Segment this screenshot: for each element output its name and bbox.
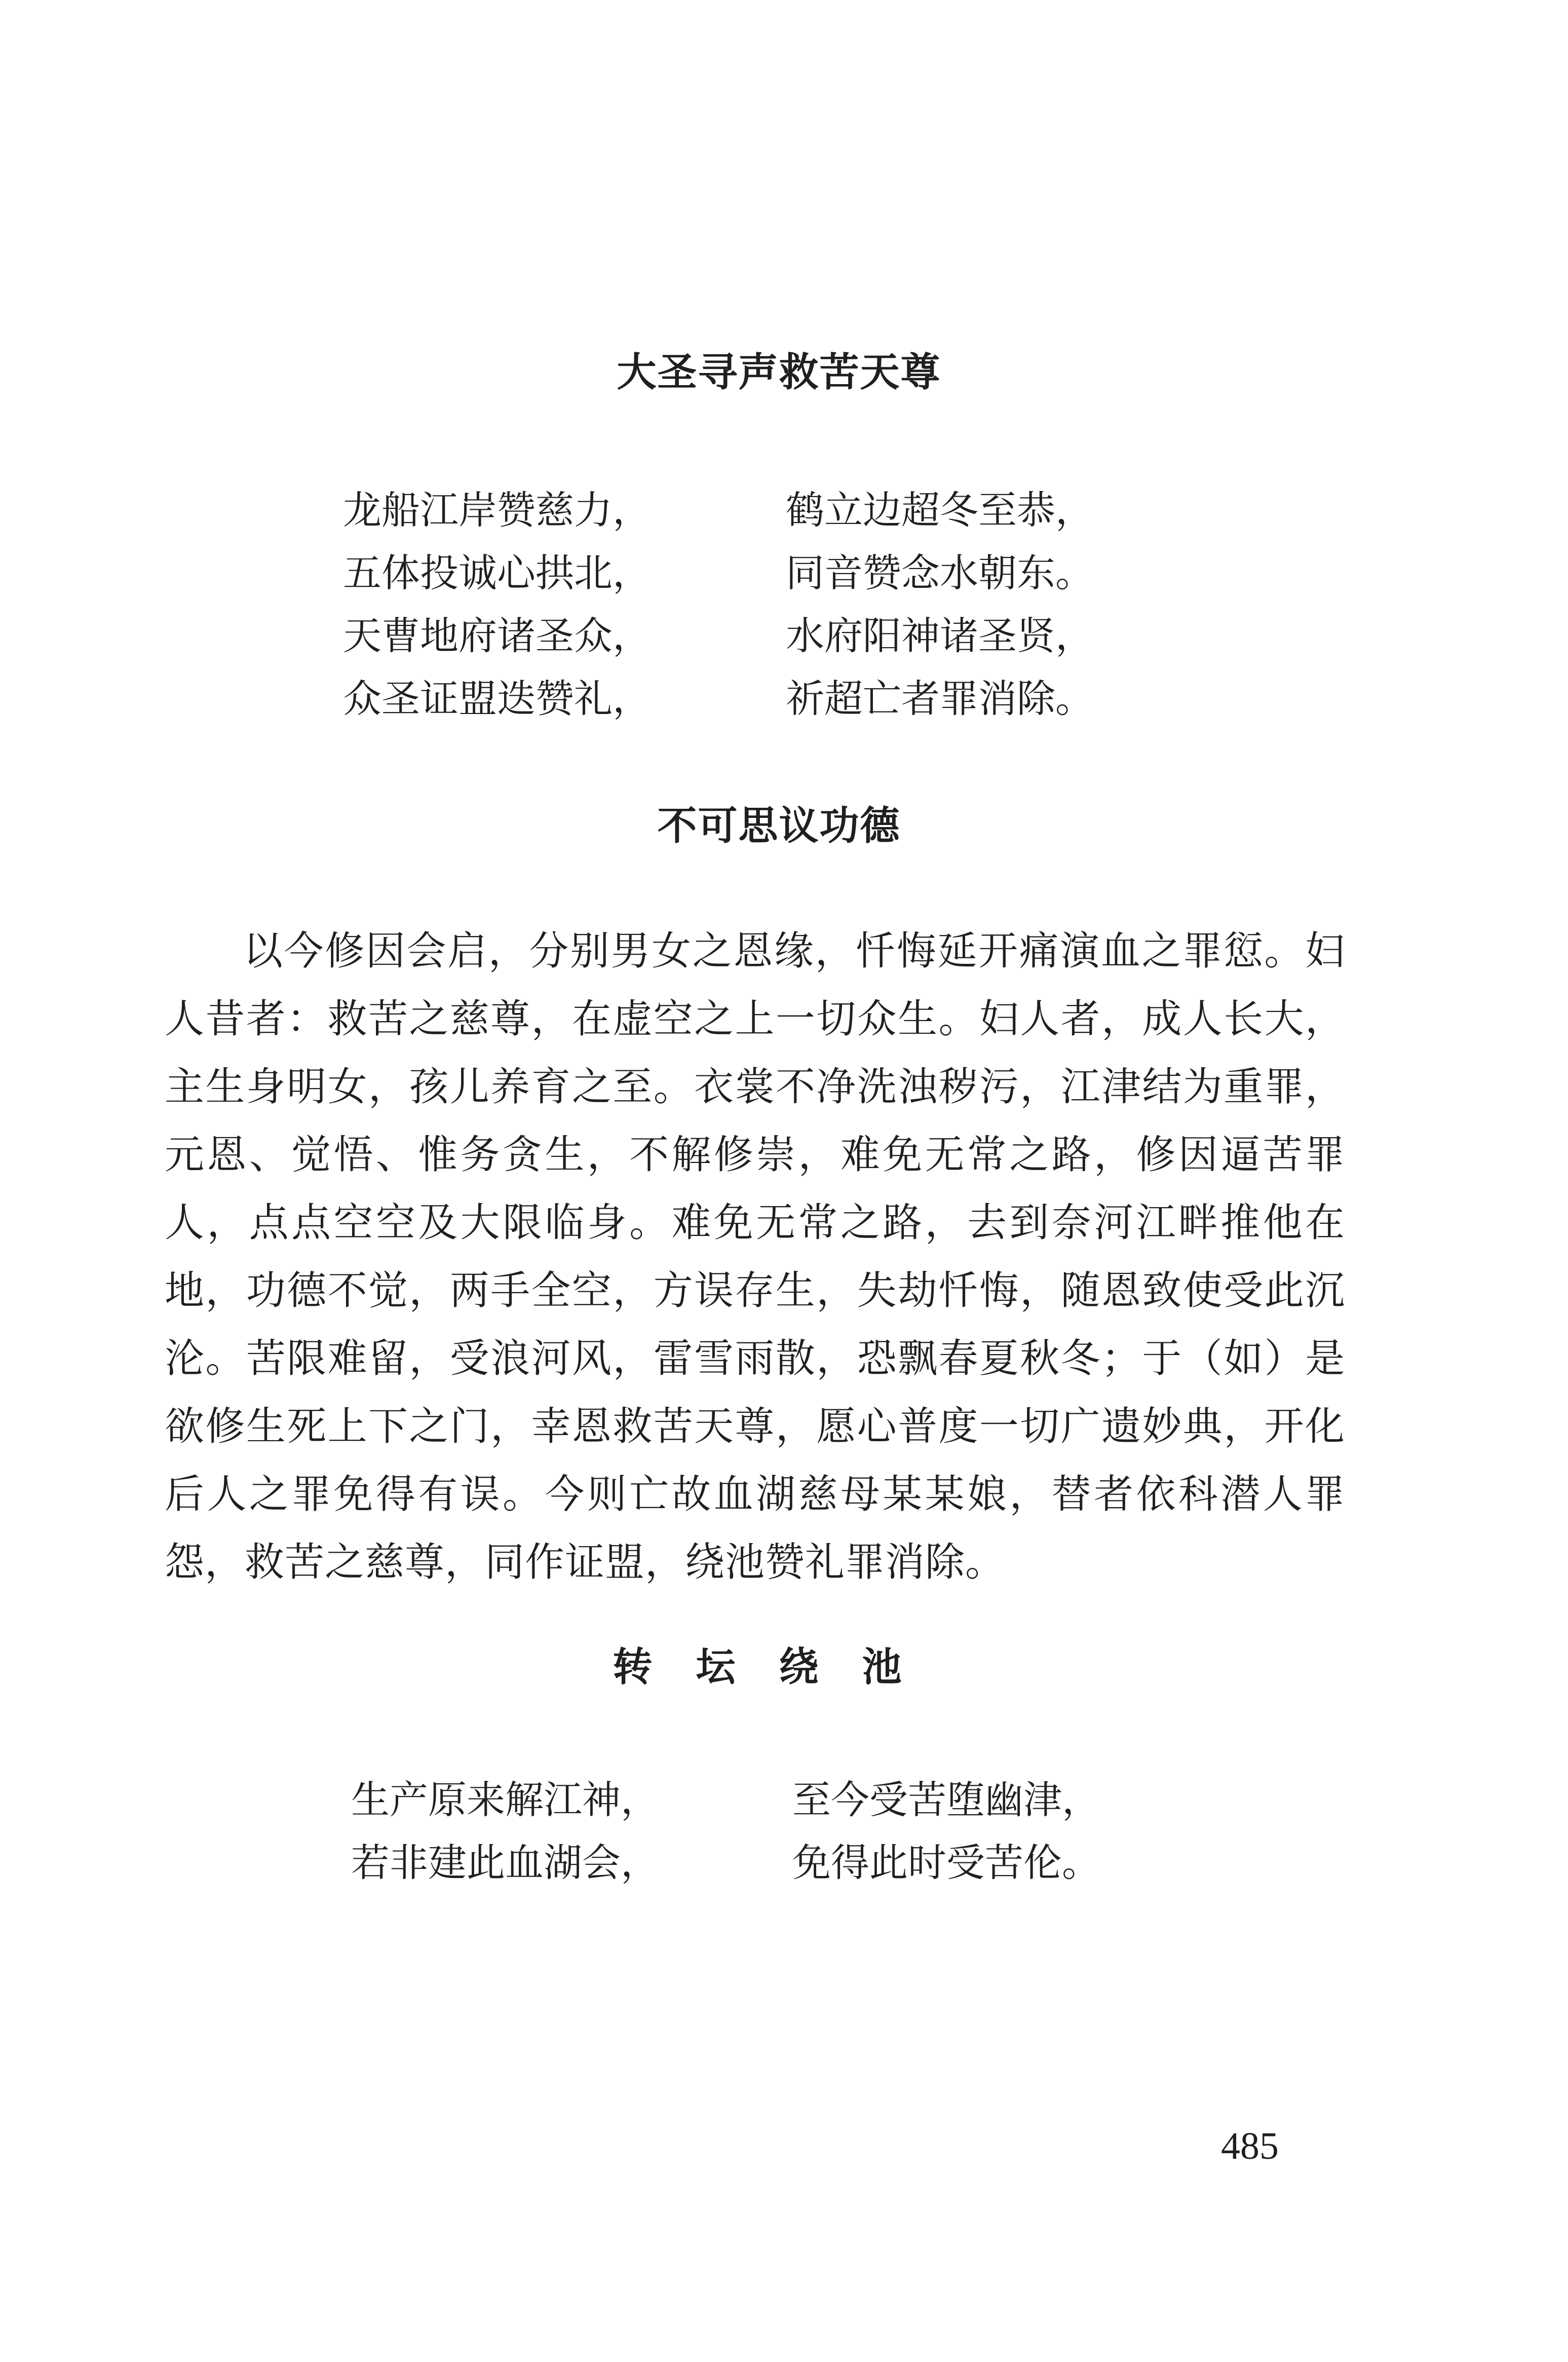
section-title-3: 转坛绕池	[613, 1644, 945, 1690]
verse-left-column-2	[351, 1769, 659, 1894]
verse-line: 天曹地府诸圣众，	[343, 613, 651, 658]
body-paragraph: 以今修因会启，分别男女之恩缘，忏悔延开痛演血之罪愆。妇人昔者：救苦之慈尊，在虚空之上一切众生。妇人者，成人长大，主生身明女，孩儿养育之至。衣裳不净洗浊秽污，江津结为重罪，元恩、觉悟、惟务贪生，不解修崇，难免无常之路，修因逼苦罪人，点点空空及大限临身。难免无常之路，去到奈河江畔推他在地，功德不觉，两手全空，方误存生，失劫忏悔，随恩致使受此沉沦。苦限难留，受浪河风，雷雪雨散，恐飘春夏秋冬；于（如）是欲修生死上下之门，幸恩救苦天尊，愿心普度一切广遗妙典，开化后人之罪免得有误。今则亡故血湖慈母某某娘，替者依科潜人罪怨，救苦之慈尊，同作证盟，绕池赞礼罪消除。	[165, 928, 1345, 1585]
verse-line: 龙船江岸赞慈力，	[343, 488, 651, 533]
section-title-1: 大圣寻声救苦天尊	[617, 350, 941, 395]
verse-line: 众圣证盟迭赞礼，	[343, 676, 651, 721]
verse-line: 五体投诚心拱北，	[343, 550, 651, 595]
verse-left-column-1	[343, 479, 651, 730]
verse-line: 免得此时受苦伦。	[792, 1840, 1100, 1885]
verse-line: 水府阳神诸圣贤，	[786, 613, 1094, 658]
verse-line: 同音赞念水朝东。	[786, 550, 1094, 595]
section-title-2: 不可思议功德	[657, 803, 901, 849]
verse-line: 若非建此血湖会，	[351, 1840, 659, 1885]
verse-line: 生产原来解江神，	[351, 1777, 659, 1822]
verse-right-column-2	[792, 1769, 1100, 1894]
verse-right-column-1	[786, 479, 1094, 730]
verse-line: 至今受苦堕幽津，	[792, 1777, 1100, 1822]
page-number: 485	[1221, 2125, 1279, 2167]
verse-line: 祈超亡者罪消除。	[786, 676, 1094, 721]
verse-line: 鹤立边超冬至恭，	[786, 488, 1094, 533]
